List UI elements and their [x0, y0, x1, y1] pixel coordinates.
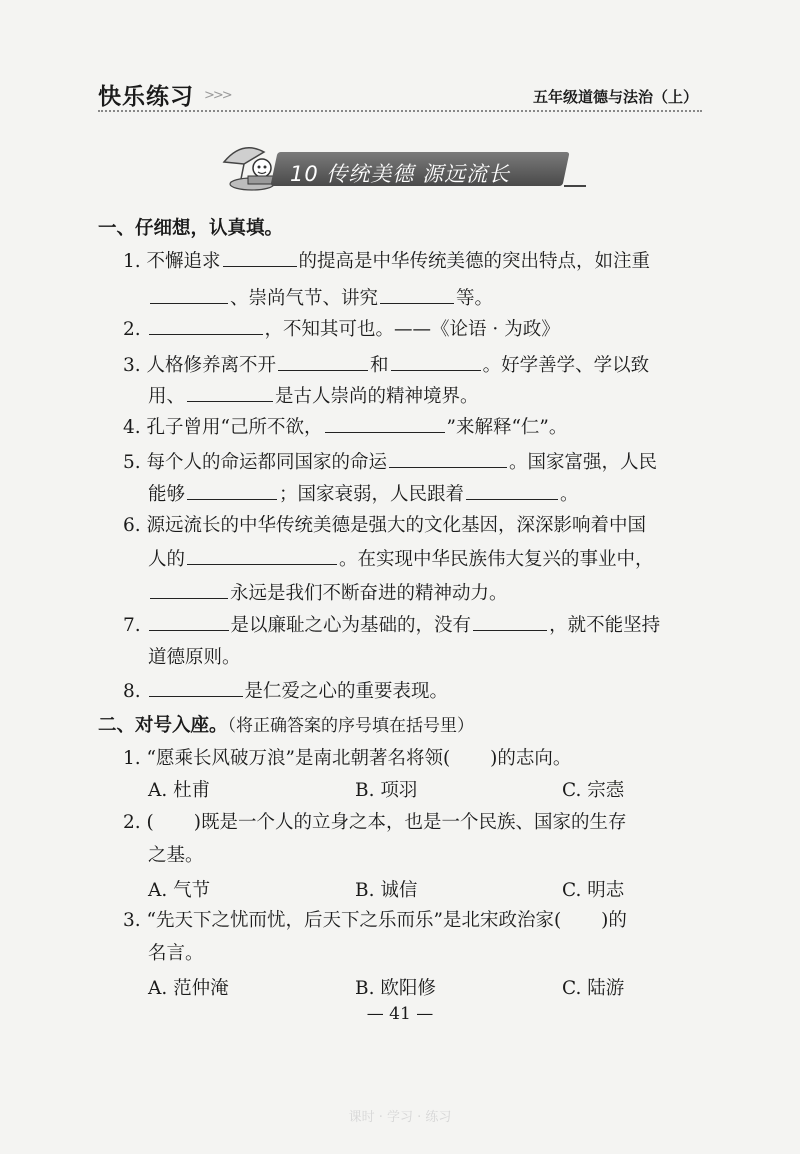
option-b[interactable]: B. 诚信: [355, 880, 418, 901]
question-text: )的: [601, 910, 627, 931]
lesson-title: 10 传统美德 源远流长: [290, 162, 511, 186]
question-text: 和: [370, 355, 389, 376]
question-8: [123, 678, 448, 705]
question-text: )的志向。: [490, 748, 572, 769]
question-text: 2. (: [123, 812, 154, 833]
question-text: 能够: [148, 484, 186, 505]
question-text: ，不知其可也。——《论语 · 为政》: [264, 319, 560, 340]
question-7-line-2: [148, 645, 241, 671]
question-text: 1. 不懈追求: [123, 251, 221, 272]
question-1-line-2: [148, 285, 493, 312]
question-text: 等。: [456, 288, 494, 309]
choice-question-1: [123, 746, 571, 772]
question-3-line-2: [148, 383, 479, 410]
answer-blank[interactable]: [149, 678, 243, 697]
question-text: 5. 每个人的命运都同国家的命运: [123, 452, 388, 473]
question-6-line-2: [148, 546, 654, 573]
option-a[interactable]: A. 气节: [148, 880, 211, 901]
question-text: 。好学善学、学以致: [482, 355, 650, 376]
answer-blank[interactable]: [466, 481, 558, 500]
question-text: ；国家衰弱，人民跟着: [279, 484, 465, 505]
question-6-line-1: [123, 513, 646, 539]
lesson-banner: [218, 138, 590, 194]
question-3-line-1: [123, 352, 649, 379]
option-b[interactable]: B. 欧阳修: [355, 978, 436, 999]
question-text: 。国家富强，人民: [509, 452, 658, 473]
question-text: 是以廉耻之心为基础的，没有: [230, 615, 472, 636]
question-text: 人的: [148, 549, 186, 570]
option-c[interactable]: C. 宗悫: [562, 780, 625, 801]
option-b[interactable]: B. 项羽: [355, 780, 418, 801]
question-text: 是仁爱之心的重要表现。: [244, 681, 449, 702]
choice-question-2-line-1: [123, 810, 626, 836]
answer-blank[interactable]: [187, 546, 337, 565]
answer-blank[interactable]: [187, 383, 273, 402]
section-one-title: 一、仔细想，认真填。: [98, 218, 284, 239]
question-text: 是古人崇尚的精神境界。: [275, 386, 479, 407]
answer-blank[interactable]: [187, 481, 277, 500]
answer-blank[interactable]: [380, 285, 454, 304]
answer-blank[interactable]: [278, 352, 368, 371]
answer-blank[interactable]: [223, 248, 297, 267]
question-4: [123, 414, 567, 441]
option-c[interactable]: C. 明志: [562, 880, 625, 901]
question-5-line-2: [148, 481, 579, 508]
question-text: 的提高是中华传统美德的突出特点，如注重: [298, 251, 651, 272]
section-two-heading: 二、对号入座。: [98, 715, 228, 736]
question-text: ，就不能坚持: [549, 615, 661, 636]
question-text: 名言。: [148, 943, 204, 964]
question-text: 6. 源远流长的中华传统美德是强大的文化基因，深深影响着中国: [123, 515, 647, 536]
question-text: 8.: [123, 681, 141, 702]
question-2: [123, 316, 560, 343]
book-title: 五年级道德与法治（上）: [532, 88, 698, 106]
question-text: 3. “先天下之忧而忧，后天下之乐而乐”是北宋政治家(: [123, 910, 562, 931]
answer-blank[interactable]: [149, 612, 229, 631]
dotted-divider: [98, 110, 702, 112]
brand-title: 快乐练习: [98, 84, 194, 110]
choice-question-2-line-2: [148, 843, 204, 869]
option-a[interactable]: A. 范仲淹: [148, 978, 229, 999]
option-c[interactable]: C. 陆游: [562, 978, 625, 999]
page-number: — 41 —: [366, 1004, 434, 1024]
question-text: 、崇尚气节、讲究: [230, 288, 379, 309]
question-7-line-1: [123, 612, 660, 639]
chevron-icon: >>>: [204, 88, 231, 103]
question-text: ”来解释“仁”。: [446, 417, 568, 438]
question-text: )既是一个人的立身之本，也是一个民族、国家的生存: [193, 812, 627, 833]
choice-question-3-line-1: [123, 908, 627, 934]
question-text: 之基。: [148, 845, 204, 866]
question-1-line-1: [123, 248, 650, 275]
answer-blank[interactable]: [389, 449, 507, 468]
page-header: [98, 78, 702, 114]
answer-blank[interactable]: [149, 316, 263, 335]
question-text: 用、: [148, 386, 186, 407]
answer-blank[interactable]: [391, 352, 481, 371]
option-a[interactable]: A. 杜甫: [148, 780, 211, 801]
question-text: 。: [560, 484, 579, 505]
question-text: 3. 人格修养离不开: [123, 355, 277, 376]
section-two-title: [98, 711, 474, 737]
answer-blank[interactable]: [325, 414, 445, 433]
title-underline: [564, 185, 586, 187]
question-text: 。在实现中华民族伟大复兴的事业中，: [339, 549, 654, 570]
question-text: 7.: [123, 615, 141, 636]
question-text: 永远是我们不断奋进的精神动力。: [230, 583, 508, 604]
question-text: 1. “愿乘长风破万浪”是南北朝著名将领(: [123, 748, 451, 769]
question-5-line-1: [123, 449, 657, 476]
choice-question-3-line-2: [148, 941, 204, 967]
answer-blank[interactable]: [150, 580, 228, 599]
question-6-line-3: [148, 580, 508, 607]
answer-blank[interactable]: [473, 612, 547, 631]
question-text: 道德原则。: [148, 647, 241, 668]
faded-footer-text: 课时 · 学习 · 练习: [348, 1110, 452, 1125]
answer-blank[interactable]: [150, 285, 228, 304]
question-text: 2.: [123, 319, 141, 340]
section-two-note: （将正确答案的序号填在括号里）: [227, 716, 475, 736]
question-text: 4. 孔子曾用“己所不欲，: [123, 417, 323, 438]
